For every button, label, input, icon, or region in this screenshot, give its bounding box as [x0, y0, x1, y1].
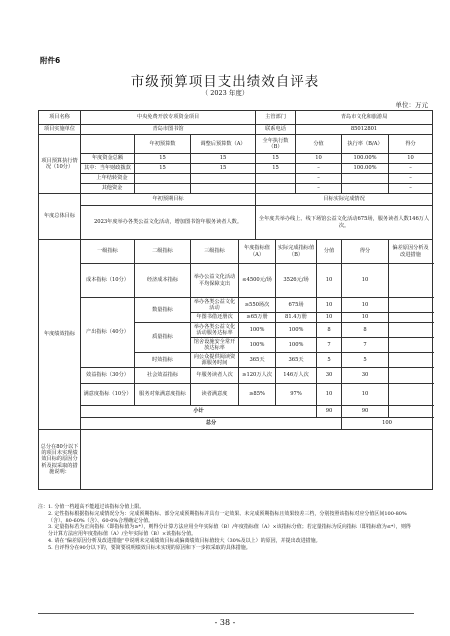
- total-weight: 100: [342, 418, 433, 430]
- col-rate: 执行率（B/A）: [342, 135, 389, 154]
- h-level1: 一级指标: [81, 240, 135, 264]
- score-cell: 8: [342, 323, 389, 338]
- fund-row-label: 上年结转资金: [81, 174, 135, 184]
- effect-indicator-label: 效益指标（30分）: [81, 368, 135, 384]
- level3-cell: 读者满意度: [191, 384, 239, 406]
- h-level2: 二级指标: [135, 240, 191, 264]
- actual-goal-header: 目标实际完成情况: [256, 194, 433, 206]
- weight-cell: 5: [317, 353, 342, 368]
- fund-actual: 15: [256, 164, 296, 174]
- subtotal-label: 小计: [81, 406, 317, 418]
- fund-rate: 100.00%: [342, 154, 389, 164]
- target-cell: 100%: [239, 338, 276, 353]
- level2-cell: 服务对象满意度指标: [135, 384, 191, 406]
- level3-cell: 馆舍设施安全常开放达标率: [191, 338, 239, 353]
- weight-cell: 10: [317, 264, 342, 298]
- fund-adjusted: 15: [191, 154, 256, 164]
- fund-rate: [342, 174, 389, 184]
- fund-initial: 15: [135, 154, 191, 164]
- deduct-label: 总分在80分以下的项目未实现绩效目标的原因分析及拟采取的措施说明：: [39, 430, 81, 490]
- level2-cell: 数量指标: [135, 298, 191, 323]
- col-initial: 年初预算数: [135, 135, 191, 154]
- h-weight: 分值: [317, 240, 342, 264]
- deduct-content: [81, 430, 433, 490]
- fund-initial: [135, 184, 191, 194]
- actual-cell: 675场: [276, 298, 317, 313]
- target-cell: ≥85%: [239, 384, 276, 406]
- fund-actual: [256, 174, 296, 184]
- cost-indicator-label: 成本指标（10分）: [81, 264, 135, 298]
- fund-score: –: [389, 184, 433, 194]
- note-item: 4. 请在“偏差原因分析及改进措施”中说明未完成绩效目标或偏离绩效目标值较大（30%及以上）的原因，并提出改进措施。: [48, 537, 321, 544]
- col-weight: 分值: [296, 135, 342, 154]
- level3-cell: 年服务读者人次: [191, 368, 239, 384]
- weight-cell: 8: [317, 323, 342, 338]
- year-label: （ 2023 年度）: [201, 89, 249, 97]
- actual-goal-text: 全年度共举办线上、线下场馆公益文化活动675场，服务读者人数146万人次。: [256, 206, 433, 240]
- reason-cell: [389, 353, 433, 368]
- fund-score: –: [389, 164, 433, 174]
- page-title: 市级预算项目支出绩效自评表: [130, 74, 320, 90]
- phone-value: 85012801: [296, 125, 433, 135]
- expected-goal-text: 2023年度举办各类公益文化活动，增加图书馆年服务读者人数。: [81, 206, 256, 240]
- fund-row-label: 其中：当年财政拨款: [81, 164, 135, 174]
- note-item: 3. 定量指标若为正向指标（即指标值为≥*），则得分计算方法应用全年实际值（B）/年度指标值（A）×该指标分值；若定量指标为反向指标（即指标值为≤*），则得分计算方法应用年度指标值（A）/全年实际值（B）×该指标分值。: [48, 524, 411, 537]
- weight-cell: 10: [317, 384, 342, 406]
- fund-score: –: [389, 174, 433, 184]
- score-cell: 7: [342, 338, 389, 353]
- goals-section-label: 年度总体目标: [39, 194, 81, 240]
- fund-row-label: 其他资金: [81, 184, 135, 194]
- subtotal-weight: 90: [317, 406, 342, 418]
- actual-cell: 365天: [276, 353, 317, 368]
- level2-cell: 时效指标: [135, 353, 191, 368]
- fund-weight: –: [296, 174, 342, 184]
- score-cell: 10: [342, 384, 389, 406]
- fund-rate: 100.00%: [342, 164, 389, 174]
- score-cell: 5: [342, 353, 389, 368]
- score-cell: 10: [342, 264, 389, 298]
- weight-cell: 7: [317, 338, 342, 353]
- fund-rate: [342, 184, 389, 194]
- footnotes: [38, 504, 414, 551]
- reason-cell: [389, 368, 433, 384]
- impl-unit-label: 项目实施单位: [39, 125, 81, 135]
- level3-cell: 向公众提供阅读资源服务时间: [191, 353, 239, 368]
- fund-weight: –: [296, 184, 342, 194]
- weight-cell: 10: [317, 298, 342, 313]
- fund-row-label: 年度资金总额: [81, 154, 135, 164]
- page-number: - 38 -: [214, 618, 236, 627]
- col-actual: 全年执行数（B）: [256, 135, 296, 154]
- target-cell: ≤4500元/场: [239, 264, 276, 298]
- target-cell: ≥550场次: [239, 298, 276, 313]
- actual-cell: 81.4万册: [276, 313, 317, 323]
- h-level3: 三级指标: [191, 240, 239, 264]
- fund-initial: [135, 174, 191, 184]
- unit-label: 单位：万元: [395, 101, 428, 109]
- fund-score: 10: [389, 154, 433, 164]
- fund-adjusted: [191, 174, 256, 184]
- reason-cell: [389, 323, 433, 338]
- fund-adjusted: [191, 184, 256, 194]
- reason-cell: [389, 338, 433, 353]
- h-target: 年度指标值（A）: [239, 240, 276, 264]
- evaluation-table: [38, 110, 433, 490]
- fund-weight: 10: [296, 154, 342, 164]
- actual-cell: 146万人次: [276, 368, 317, 384]
- level2-cell: 质量指标: [135, 323, 191, 353]
- total-label: 总分: [81, 418, 342, 430]
- h-reason: 偏差原因分析及改进措施: [389, 240, 433, 264]
- actual-cell: 100%: [276, 338, 317, 353]
- fund-adjusted: 15: [191, 164, 256, 174]
- reason-cell: [389, 264, 433, 298]
- subtotal-reason: [389, 406, 433, 418]
- weight-cell: 30: [317, 368, 342, 384]
- fund-actual: 15: [256, 154, 296, 164]
- score-cell: 10: [342, 313, 389, 323]
- reason-cell: [389, 313, 433, 323]
- h-score: 得分: [342, 240, 389, 264]
- actual-cell: 97%: [276, 384, 317, 406]
- target-cell: 365天: [239, 353, 276, 368]
- score-cell: 10: [342, 298, 389, 313]
- score-cell: 30: [342, 368, 389, 384]
- reason-cell: [389, 298, 433, 313]
- satisfaction-indicator-label: 满意度指标（10分）: [81, 384, 135, 406]
- actual-cell: 3526元/场: [276, 264, 317, 298]
- subtotal-score: 90: [342, 406, 389, 418]
- fund-weight: –: [296, 164, 342, 174]
- fund-actual: [256, 184, 296, 194]
- note-item: 2. 定性指标根据指标完成情况分为：完成预期指标、部分完成预期指标并具有一定效果、未完成预期指标且效果较差三档，分别按照该指标对应分值区间100-80%（含）、80-60%（含）、60-0%合理确定分值。: [48, 510, 407, 524]
- expected-goal-header: 年初预期目标: [81, 194, 256, 206]
- actual-cell: 100%: [276, 323, 317, 338]
- funds-section-label: 项目预算执行情况（10分）: [39, 135, 81, 194]
- level3-cell: 年图书借还册次: [191, 313, 239, 323]
- level3-cell: 举办公益文化活动平均保障支出: [191, 264, 239, 298]
- phone-label: 联系电话: [256, 125, 296, 135]
- target-cell: ≥65万册: [239, 313, 276, 323]
- attachment-label: 附件6: [40, 56, 61, 65]
- level2-cell: 社会效益指标: [135, 368, 191, 384]
- reason-cell: [389, 384, 433, 406]
- target-cell: ≥120万人次: [239, 368, 276, 384]
- level3-cell: 举办各类公益文化活动: [191, 298, 239, 313]
- level2-cell: 经济成本指标: [135, 264, 191, 298]
- dept-value: 青岛市文化和旅游局: [296, 111, 433, 125]
- project-name-value: 中央免费开放专项资金项目: [81, 111, 256, 125]
- note-item: 5. 自评得分在90分以下的，要简要说明绩效目标未实现的原因和下一步拟采取的具体措施。: [48, 544, 251, 551]
- note-item: 注：1. 分值一档超高不能超过该指标分值上限。: [38, 504, 145, 510]
- level3-cell: 举办各类公益文化活动服务达标率: [191, 323, 239, 338]
- dept-label: 主管部门: [256, 111, 296, 125]
- weight-cell: 10: [317, 313, 342, 323]
- fund-initial: 15: [135, 164, 191, 174]
- footer-divider: [38, 613, 414, 614]
- impl-unit-value: 青岛市图书馆: [81, 125, 256, 135]
- output-indicator-label: 产出指标（40分）: [81, 298, 135, 368]
- indicators-section-label: 年度绩效指标: [39, 240, 81, 430]
- col-score: 得分: [389, 135, 433, 154]
- project-name-label: 项目名称: [39, 111, 81, 125]
- col-adjusted: 调整后预算数（A）: [191, 135, 256, 154]
- target-cell: 100%: [239, 323, 276, 338]
- h-actual: 实际完成指标值（B）: [276, 240, 317, 264]
